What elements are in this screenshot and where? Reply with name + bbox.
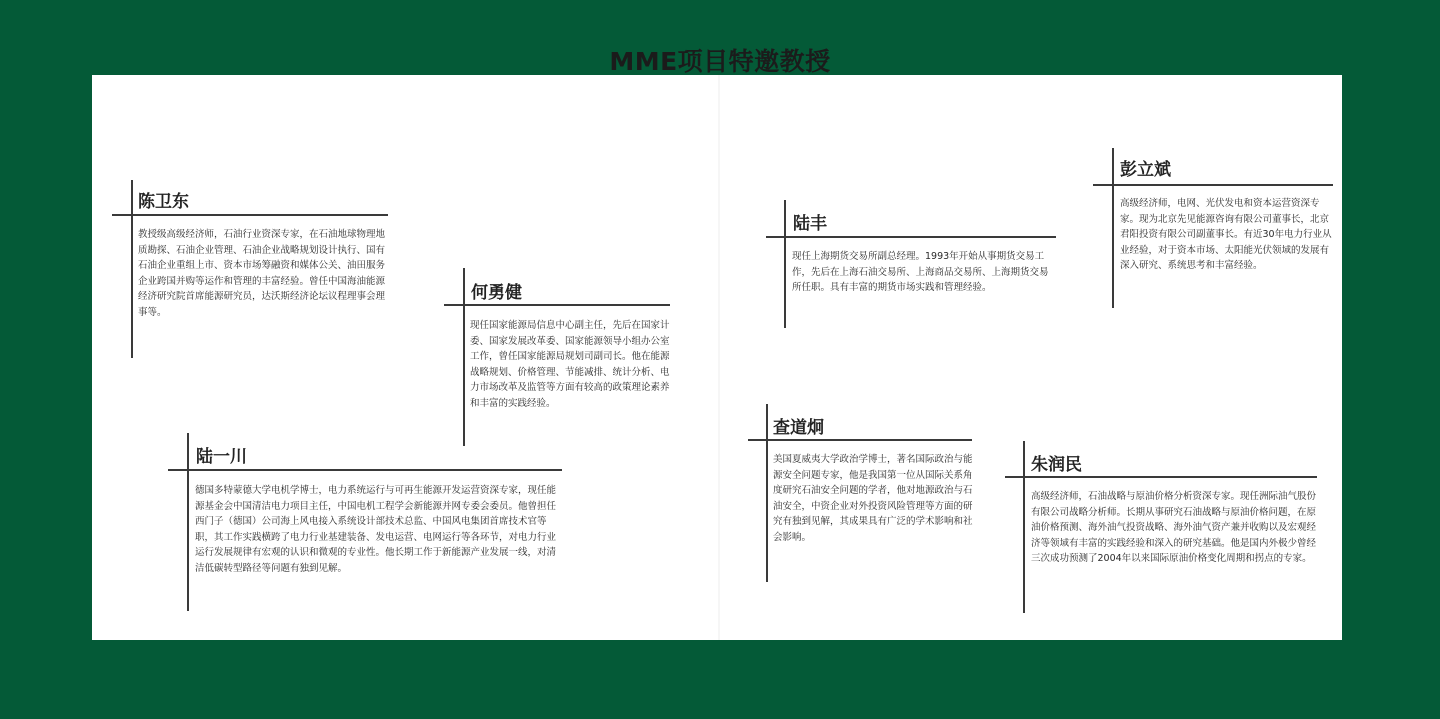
professor-bio: 德国多特蒙德大学电机学博士，电力系统运行与可再生能源开发运营资深专家，现任能源基金会中国清洁电力项目主任，中国电机工程学会新能源并网专委会委员。他曾担任西门子（德国）公司海上风电接入系统设计部技术总监、中国风电集团首席技术官等职，其工作实践横跨了电力行业基建装备、发电运营、电网运行等各环节，对电力行业运行发展规律有宏观的认识和微观的专业性。他长期工作于新能源产业发展一线，对清洁低碳转型路径等问题有独到见解。: [195, 485, 557, 574]
card-horizontal-rule: [766, 236, 1056, 238]
professor-bio: 现任上海期货交易所副总经理。1993年开始从事期货交易工作，先后在上海石油交易所、上海商品交易所、上海期货交易所任职。具有丰富的期货市场实践和管理经验。: [792, 251, 1049, 293]
card-horizontal-rule: [1093, 184, 1333, 186]
card-vertical-rule: [187, 433, 189, 611]
card-horizontal-rule: [112, 214, 388, 216]
professor-name: 查道炯: [773, 418, 824, 438]
card-vertical-rule: [1112, 148, 1114, 308]
card-vertical-rule: [463, 268, 465, 446]
professor-name: 朱润民: [1031, 455, 1082, 475]
professor-bio: 高级经济师，石油战略与原油价格分析资深专家。现任洲际油气股份有限公司战略分析师。长期从事研究石油战略与原油价格问题，在原油价格预测、海外油气投资战略、海外油气资产兼并收购以及宏观经济等领域有丰富的实践经验和深入的研究基础。他是国内外极少曾经三次成功预测了2004年以来国际原油价格变化周期和拐点的专家。: [1031, 491, 1317, 564]
professor-name: 陆一川: [196, 447, 247, 467]
card-vertical-rule: [1023, 441, 1025, 613]
professor-name: 彭立斌: [1120, 160, 1171, 180]
professor-name: 陆丰: [793, 214, 827, 234]
professor-bio: 高级经济师，电网、光伏发电和资本运营资深专家。现为北京先见能源咨询有限公司董事长，北京君阳投资有限公司副董事长。有近30年电力行业从业经验，对于资本市场、太阳能光伏领域的发展有深入研究、系统思考和丰富经验。: [1120, 198, 1332, 271]
card-horizontal-rule: [168, 469, 562, 471]
professor-bio: 教授级高级经济师，石油行业资深专家，在石油地球物理地质勘探、石油企业管理、石油企业战略规划设计执行、国有石油企业重组上市、资本市场筹融资和媒体公关、油田服务企业跨国并购等运作和管理的丰富经验。曾任中国海油能源经济研究院首席能源研究员，达沃斯经济论坛议程理事会理事等。: [138, 229, 386, 318]
card-horizontal-rule: [1005, 476, 1317, 478]
card-vertical-rule: [784, 200, 786, 328]
card-horizontal-rule: [444, 304, 670, 306]
professor-name: 何勇健: [471, 283, 522, 303]
page-title: MME项目特邀教授: [609, 47, 831, 76]
card-horizontal-rule: [748, 439, 972, 441]
card-vertical-rule: [131, 180, 133, 358]
professor-bio: 现任国家能源局信息中心副主任，先后在国家计委、国家发展改革委、国家能源领导小组办公室工作，曾任国家能源局规划司副司长。他在能源战略规划、价格管理、节能减排、统计分析、电力市场改革及监管等方面有较高的政策理论素养和丰富的实践经验。: [470, 320, 670, 409]
professor-bio: 美国夏威夷大学政治学博士，著名国际政治与能源安全问题专家，他是我国第一位从国际关系角度研究石油安全问题的学者，他对地源政治与石油安全，中资企业对外投资风险管理等方面的研究有独到见解，其成果具有广泛的学术影响和社会影响。: [773, 454, 973, 543]
card-vertical-rule: [766, 404, 768, 582]
page-fold: [718, 75, 720, 640]
professor-name: 陈卫东: [138, 192, 189, 212]
